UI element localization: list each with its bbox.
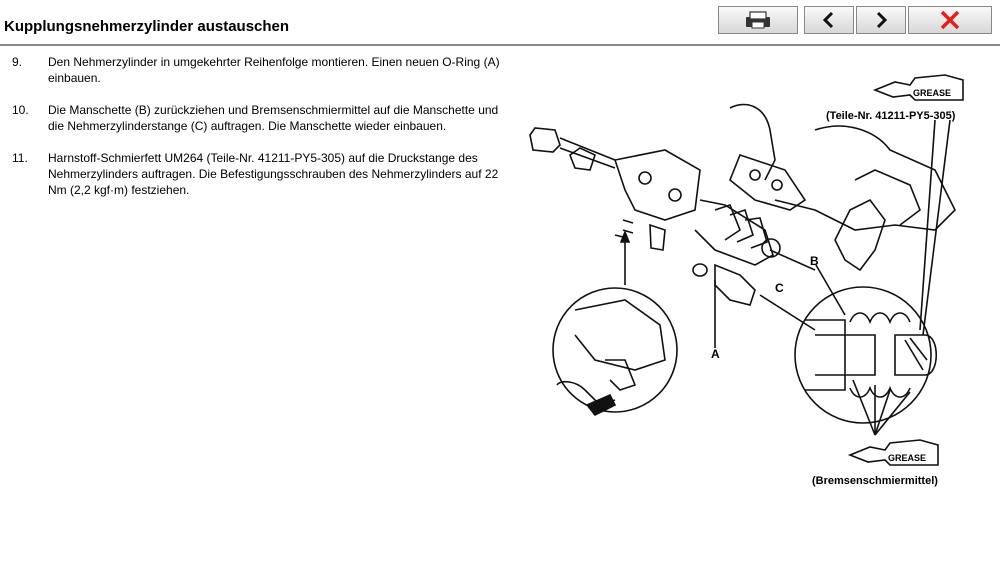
back-button[interactable]: [804, 6, 854, 34]
arrow-right-icon: [871, 11, 891, 29]
step-text: Die Manschette (B) zurückziehen und Bremsenschmiermittel auf die Manschette und die Nehmerzylinderstange (C) auftragen. Die Manschette wieder einbauen.: [48, 103, 499, 133]
caption-part-number: (Teile-Nr. 41211-PY5-305): [826, 110, 956, 122]
page-title: Kupplungsnehmerzylinder austauschen: [4, 18, 290, 35]
title-bar: [0, 0, 1000, 44]
step-text: Den Nehmerzylinder in umgekehrter Reihenfolge montieren. Einen neuen O-Ring (A) einbauen.: [48, 55, 500, 85]
step-number: 10.: [12, 103, 29, 117]
forward-button[interactable]: [856, 6, 906, 34]
caption-brake-lubricant: (Bremsenschmiermittel): [812, 475, 938, 487]
step-item: [12, 150, 512, 198]
printer-icon: [743, 10, 773, 30]
grease-label-top: GREASE: [913, 88, 952, 98]
title-divider: [0, 44, 1000, 46]
grease-label-bottom: GREASE: [888, 453, 927, 463]
close-icon: [939, 10, 961, 30]
close-button[interactable]: [908, 6, 992, 34]
step-item: [12, 54, 512, 86]
instruction-steps: [12, 54, 512, 214]
label-b: B: [810, 254, 819, 268]
step-item: [12, 102, 512, 134]
step-number: 9.: [12, 55, 23, 69]
label-a: A: [711, 347, 720, 361]
step-text: Harnstoff-Schmierfett UM264 (Teile-Nr. 41211-PY5-305) auf die Druckstange des Nehmerzylinders auftragen. Die Befestigungsschrauben des Nehmerzylinders auf 22 Nm (2,2 kgf·m) festziehen.: [48, 151, 499, 197]
technical-illustration: [515, 60, 1000, 500]
arrow-left-icon: [819, 11, 839, 29]
clutch-slave-cylinder-diagram: [515, 60, 1000, 500]
step-number: 11.: [12, 151, 28, 165]
print-button[interactable]: [718, 6, 798, 34]
label-c: C: [775, 281, 784, 295]
